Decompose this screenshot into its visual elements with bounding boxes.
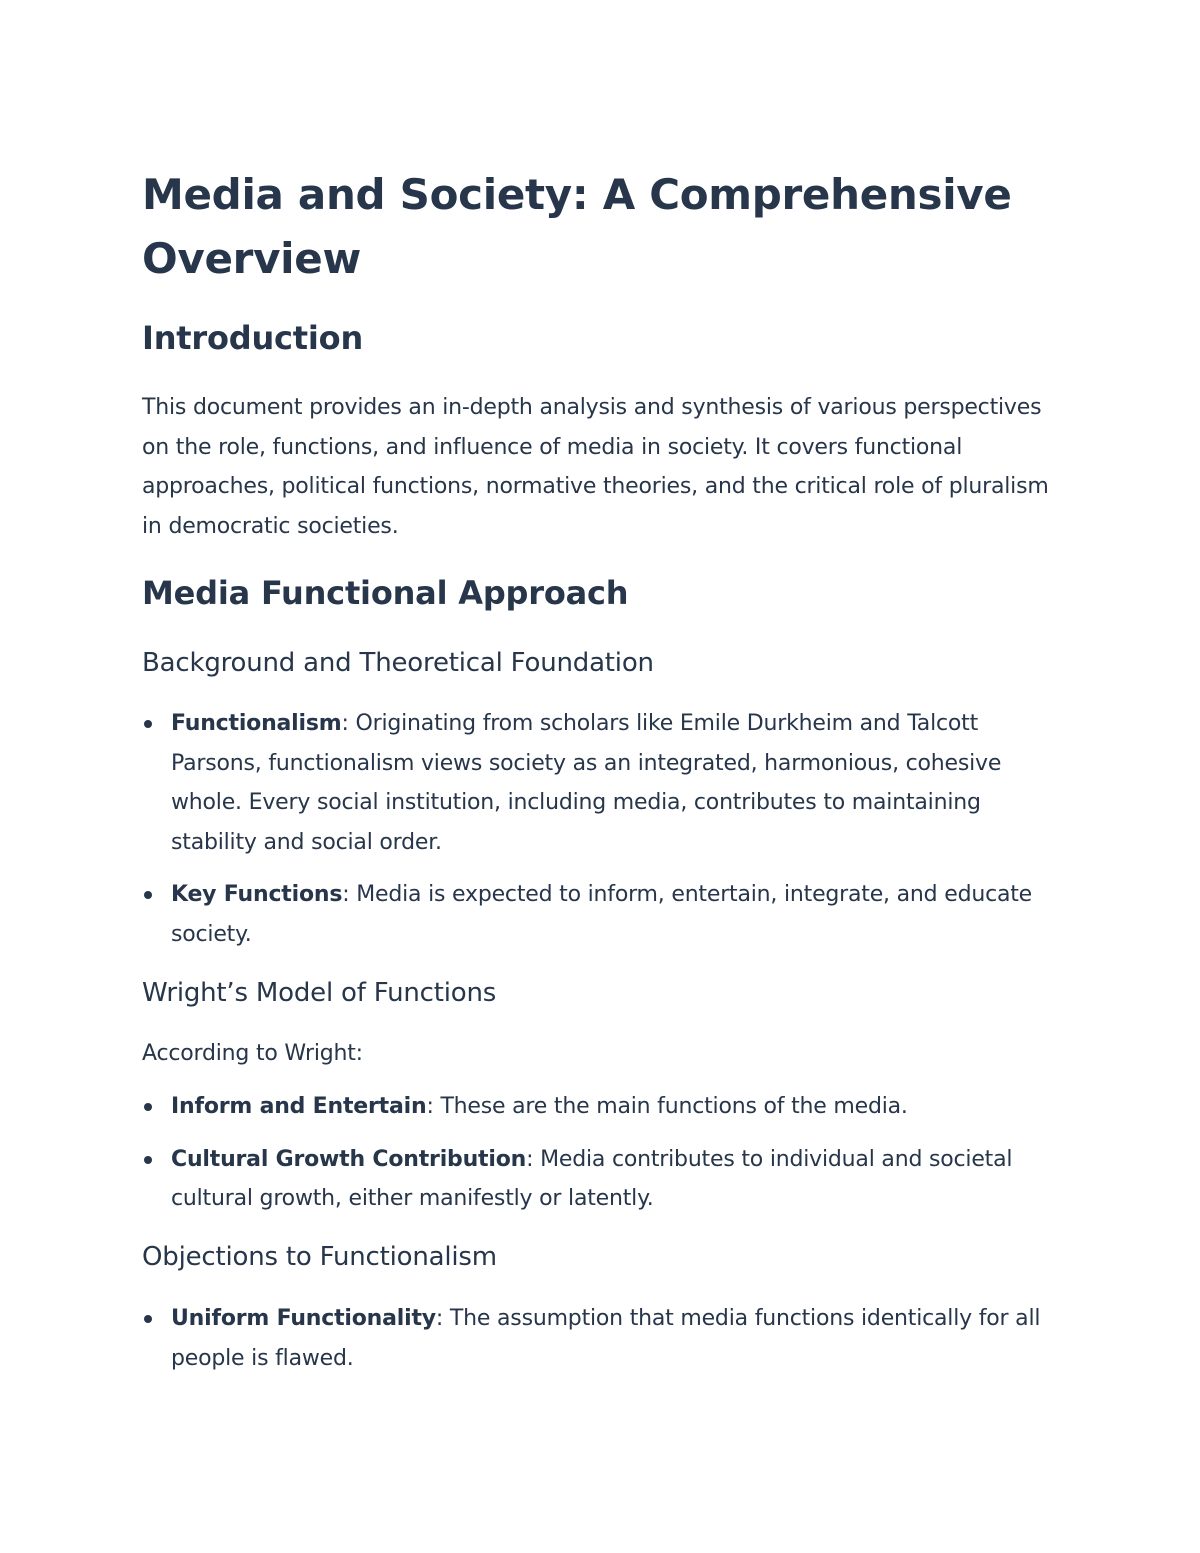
document-title: Media and Society: A Comprehensive Overview [142, 170, 1012, 283]
list-item-text: : These are the main functions of the media. [426, 1094, 908, 1119]
list-item-term: Functionalism [171, 711, 342, 736]
wright-heading: Wright’s Model of Functions [142, 978, 497, 1008]
bullet-icon [144, 720, 152, 728]
list-item [142, 1299, 1072, 1378]
list-item [142, 1087, 1072, 1127]
list-item-term: Key Functions [171, 882, 343, 907]
list-item-term: Uniform Functionality [171, 1306, 436, 1331]
wright-list [142, 1087, 1072, 1219]
list-item-term: Inform and Entertain [171, 1094, 427, 1119]
objections-list [142, 1299, 1072, 1378]
background-list [142, 704, 1072, 954]
list-item-text: : Media contributes to individual and societal cultural growth, either manifestly or latently. [171, 1146, 1013, 1211]
list-item [142, 1140, 1072, 1219]
background-heading: Background and Theoretical Foundation [142, 648, 654, 678]
functional-approach-heading: Media Functional Approach [142, 574, 629, 612]
objections-heading: Objections to Functionalism [142, 1242, 497, 1272]
list-item-text: : Media is expected to inform, entertain, integrate, and educate society. [171, 882, 1033, 947]
list-item [142, 875, 1072, 954]
list-item-text: : The assumption that media functions identically for all people is flawed. [171, 1306, 1041, 1371]
bullet-icon [144, 1103, 152, 1111]
wright-intro: According to Wright: [142, 1041, 363, 1066]
bullet-icon [144, 891, 152, 899]
introduction-heading: Introduction [142, 319, 364, 357]
bullet-icon [144, 1315, 152, 1323]
list-item-term: Cultural Growth Contribution [171, 1146, 527, 1172]
list-item-text: : Originating from scholars like Emile Durkheim and Talcott Parsons, functionalism views society as an integrated, harmonious, cohesive whole. Every social institution, including media, contributes to maintaining stability and social order. [171, 711, 1002, 855]
list-item [142, 704, 1072, 862]
bullet-icon [144, 1156, 152, 1164]
introduction-paragraph: This document provides an in-depth analysis and synthesis of various perspectives on the role, functions, and influence of media in society. It covers functional approaches, political functions, normative theories, and the critical role of pluralism in democratic societies. [142, 395, 1049, 539]
